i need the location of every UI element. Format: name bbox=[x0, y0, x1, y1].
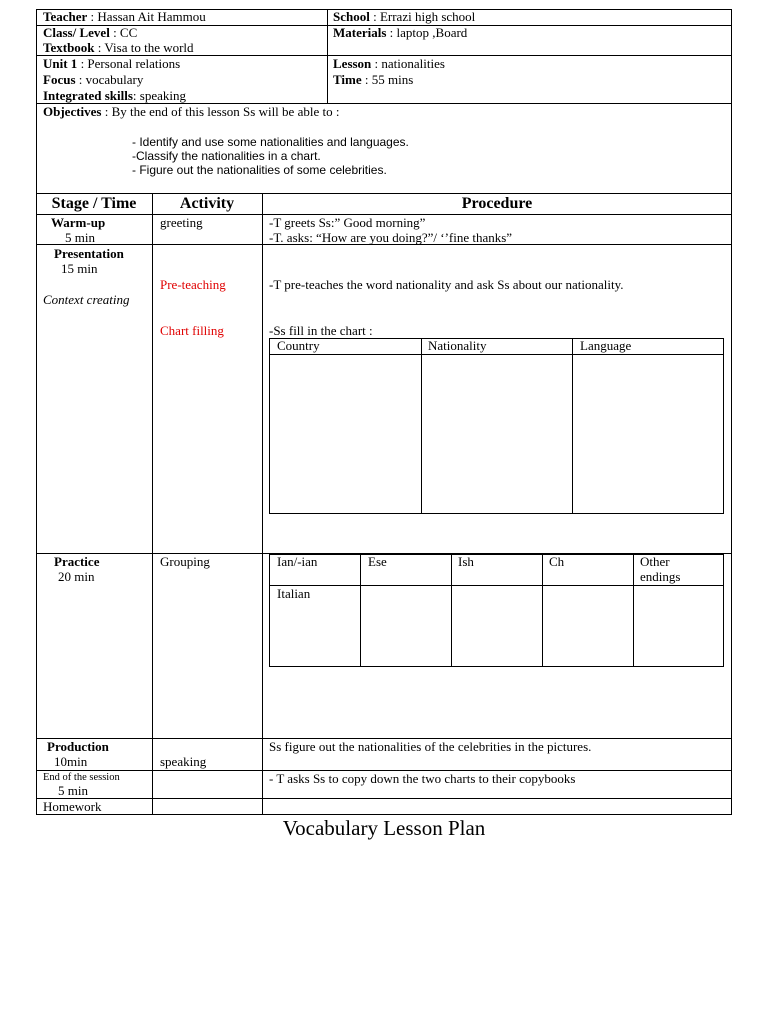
school-field: School : Errazi high school bbox=[333, 9, 476, 24]
warmup-time: 5 min bbox=[65, 230, 95, 245]
chart-header-nationality: Nationality bbox=[428, 338, 487, 353]
objectives-heading: Objectives : By the end of this lesson Ss will be able to : bbox=[43, 104, 340, 119]
presentation-stage: Presentation bbox=[54, 246, 124, 261]
chart-filling-activity: Chart filling bbox=[160, 323, 224, 338]
pre-teaching-activity: Pre-teaching bbox=[160, 277, 226, 292]
lesson-plan-document bbox=[36, 9, 732, 815]
pre-teaching-procedure: -T pre-teaches the word nationality and ask Ss about our nationality. bbox=[269, 277, 624, 292]
end-session-procedure: - T asks Ss to copy down the two charts to their copybooks bbox=[269, 771, 576, 786]
activity-header: Activity bbox=[179, 195, 235, 212]
chart-header-language: Language bbox=[580, 338, 632, 353]
materials-field: Materials : laptop ,Board bbox=[333, 25, 468, 40]
stage-time-header: Stage / Time bbox=[51, 195, 137, 212]
page-title: Vocabulary Lesson Plan bbox=[282, 816, 486, 840]
chart-header-country: Country bbox=[277, 338, 320, 353]
warmup-procedure-line: -T greets Ss:” Good morning” bbox=[269, 215, 426, 230]
endings-header-ish: Ish bbox=[458, 554, 474, 569]
class-level-field: Class/ Level : CC bbox=[43, 25, 138, 40]
chart-filling-procedure: -Ss fill in the chart : bbox=[269, 323, 373, 338]
warmup-procedure-line: -T. asks: “How are you doing?”/ ‘’fine thanks” bbox=[269, 230, 513, 245]
presentation-time: 15 min bbox=[61, 261, 98, 276]
procedure-header: Procedure bbox=[461, 195, 533, 212]
endings-header-ch: Ch bbox=[549, 554, 565, 569]
objective-item: - Identify and use some nationalities and languages. bbox=[132, 135, 409, 149]
focus-field: Focus : vocabulary bbox=[43, 72, 144, 87]
objective-item: -Classify the nationalities in a chart. bbox=[132, 149, 321, 163]
context-creating-label: Context creating bbox=[43, 292, 130, 307]
integrated-skills-field: Integrated skills: speaking bbox=[43, 88, 186, 103]
warmup-stage: Warm-up bbox=[51, 215, 106, 230]
endings-header-other: Other bbox=[640, 554, 670, 569]
homework-stage: Homework bbox=[43, 799, 102, 814]
endings-header-ese: Ese bbox=[368, 554, 387, 569]
endings-cell-italian: Italian bbox=[277, 586, 311, 601]
time-field: Time : 55 mins bbox=[333, 72, 414, 87]
nationality-chart bbox=[269, 338, 724, 514]
production-stage: Production bbox=[47, 739, 109, 754]
unit-field: Unit 1 : Personal relations bbox=[43, 56, 181, 71]
teacher-field: Teacher : Hassan Ait Hammou bbox=[43, 9, 206, 24]
practice-time: 20 min bbox=[58, 569, 95, 584]
endings-header-ian: Ian/-ian bbox=[277, 554, 318, 569]
production-procedure: Ss figure out the nationalities of the celebrities in the pictures. bbox=[269, 739, 592, 754]
warmup-activity: greeting bbox=[160, 215, 203, 230]
production-time: 10min bbox=[54, 754, 88, 769]
textbook-field: Textbook : Visa to the world bbox=[43, 40, 194, 55]
production-activity: speaking bbox=[160, 754, 207, 769]
end-session-stage: End of the session bbox=[43, 772, 120, 783]
practice-activity: Grouping bbox=[160, 554, 210, 569]
end-session-time: 5 min bbox=[58, 783, 88, 798]
objective-item: - Figure out the nationalities of some celebrities. bbox=[132, 163, 387, 177]
practice-stage: Practice bbox=[54, 554, 100, 569]
endings-header-endings: endings bbox=[640, 569, 681, 584]
lesson-field: Lesson : nationalities bbox=[333, 56, 445, 71]
